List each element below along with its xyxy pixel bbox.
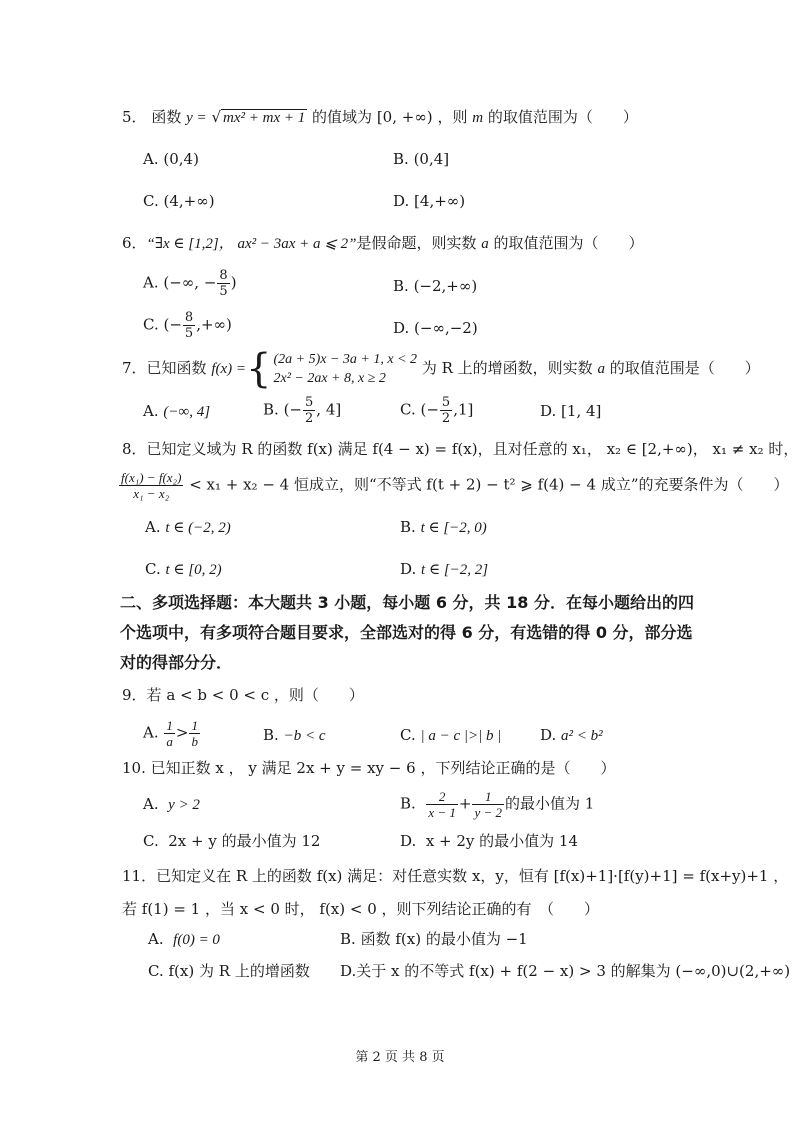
q7-var: a [597,361,605,377]
q5-option-d: D. [4,+∞) [393,192,466,210]
page-footer: 第 2 页 共 8 页 [355,1050,445,1065]
q6-text2: 的取值范围为（ ） [493,234,644,252]
q8-stem-line1 [122,438,798,460]
left-brace-icon: { [246,346,272,392]
q11-stem-line2 [122,898,599,920]
q7-case2: 2x² − 2ax + 8, x ≥ 2 [273,371,386,386]
q10-option-c: C. 2x + y 的最小值为 12 [143,832,321,850]
q7-case1: (2a + 5)x − 3a + 1, x < 2 [273,352,418,367]
q8-fraction [119,470,183,501]
q7-option-b: B. (− $\frac{5}{2}$ , 4] [263,395,342,426]
q11-option-d: D.关于 x 的不等式 f(x) + f(2 − x) > 3 的解集为 (−∞,0)∪(2,+∞) [340,962,791,980]
q9-number: 9． [122,686,147,704]
q5-func-lhs: y = [186,110,207,126]
q7-cases [273,350,417,388]
q5-var: m [472,110,484,126]
q11-number: 11． [122,867,157,885]
q6-option-b: B. (−2,+∞) [393,277,478,295]
q7-option-a: A. (−∞, 4] [143,402,211,420]
q8-line2: < x₁ + x₂ − 4 恒成立，则“不等式 f(t + 2) − t² ⩾ f(4) − 4 成立”的充要条件为（ ） [189,475,789,494]
q8-line1: 已知定义域为 R 的函数 f(x) 满足 f(4 − x) = f(x)，且对任意的 x₁， x₂ ∈ [2,+∞)， x₁ ≠ x₂ 时， [146,440,799,458]
q6-option-d: D. (−∞,−2) [393,319,478,337]
q8-option-b: B. t ∈ [−2, 0) [400,518,487,536]
q6-var: a [481,236,489,252]
q9-text: 若 a < b < 0 < c ，则（ ） [146,686,364,704]
q5-option-b: B. (0,4] [393,150,450,168]
q5-text4: 的取值范围为（ ） [487,108,638,126]
q5-text2: 的值域为 [312,108,373,126]
q9-stem [122,684,364,706]
q11-option-a: A. f(0) = 0 [148,930,220,948]
q8-frac-num: f(x₁) − f(x₂) [121,470,182,485]
q7-text1: 已知函数 [146,359,207,377]
q5-radicand: mx² + mx + 1 [223,110,306,126]
q10-stem [122,757,615,779]
q6-option-a: A. (−∞, − $\frac{8}{5}$ ) [143,268,237,299]
q5-range: [0, +∞) [376,108,433,126]
q6-text: 是假命题，则实数 [356,234,477,252]
q5-stem [122,106,638,129]
q6-option-c: C. (− $\frac{8}{5}$ ,+∞) [143,310,232,341]
q7-text3: 的取值范围是（ ） [609,359,760,377]
q11-option-b: B. 函数 f(x) 的最小值为 −1 [340,930,528,948]
q8-option-c: C. t ∈ [0, 2) [145,560,222,578]
q8-stem-line2 [118,470,789,501]
q7-stem [122,346,760,392]
q7-option-c: C. (− $\frac{5}{2}$ ,1] [400,395,474,426]
q8-frac-den: x₁ − x₂ [133,486,170,501]
q8-option-d: D. t ∈ [−2, 2] [400,560,489,578]
q5-option-c: C. (4,+∞) [143,192,215,210]
q5-text3: ，则 [437,108,468,126]
section2-heading: 二、多项选择题：本大题共 3 小题，每小题 6 分，共 18 分．在每小题给出的四个选项中，有多项符合题目要求，全部选对的得 6 分，有选错的得 0 分，部分选对的得部分分． [120,593,694,672]
q10-option-b: B. $\frac{2}{x - 1}$ + $\frac{1}{y - 2}$ 的最小值为 1 [400,789,595,820]
q10-option-d: D. x + 2y 的最小值为 14 [400,832,579,850]
q5-text1: 函数 [151,108,182,126]
q10-option-a: A. y > 2 [143,795,200,813]
q10-number: 10. [122,759,146,777]
q11-line1: 已知定义在 R 上的函数 f(x) 满足：对任意实数 x，y，恒有 [f(x)+1]·[f(y)+1] = f(x+y)+1 ， [156,867,789,885]
q7-fx: f(x) = [211,361,247,377]
q11-stem-line1 [122,865,788,887]
q11-option-c: C. f(x) 为 R 上的增函数 [148,962,310,980]
q9-option-c: C. | a − c |>| b | [400,726,502,744]
q9-option-d: D. a² < b² [540,726,603,744]
q7-text2: 为 R 上的增函数，则实数 [421,359,593,377]
q8-number: 8． [122,440,147,458]
sqrt-icon: √ [211,108,221,126]
q10-text: 已知正数 x ， y 满足 2x + y = xy − 6 ，下列结论正确的是（ ） [150,759,616,777]
q8-option-a: A. t ∈ (−2, 2) [145,518,231,536]
q6-number: 6． [122,234,147,252]
q11-line2: 若 f(1) = 1 ，当 x < 0 时， f(x) < 0 ，则下列结论正确的有 （ ） [122,900,600,918]
q7-option-d: D. [1, 4] [540,402,602,420]
q7-number: 7． [122,359,147,377]
q9-option-a: A. $\frac{1}{a}$ > $\frac{1}{b}$ [143,718,198,749]
q5-option-a: A. (0,4) [143,150,199,168]
q5-number: 5． [122,108,147,126]
q6-stem [122,232,644,255]
q6-statement: “∃x ∈ [1,2]， ax² − 3ax + a ⩽ 2” [146,236,357,252]
q9-option-b: B. −b < c [263,726,326,744]
